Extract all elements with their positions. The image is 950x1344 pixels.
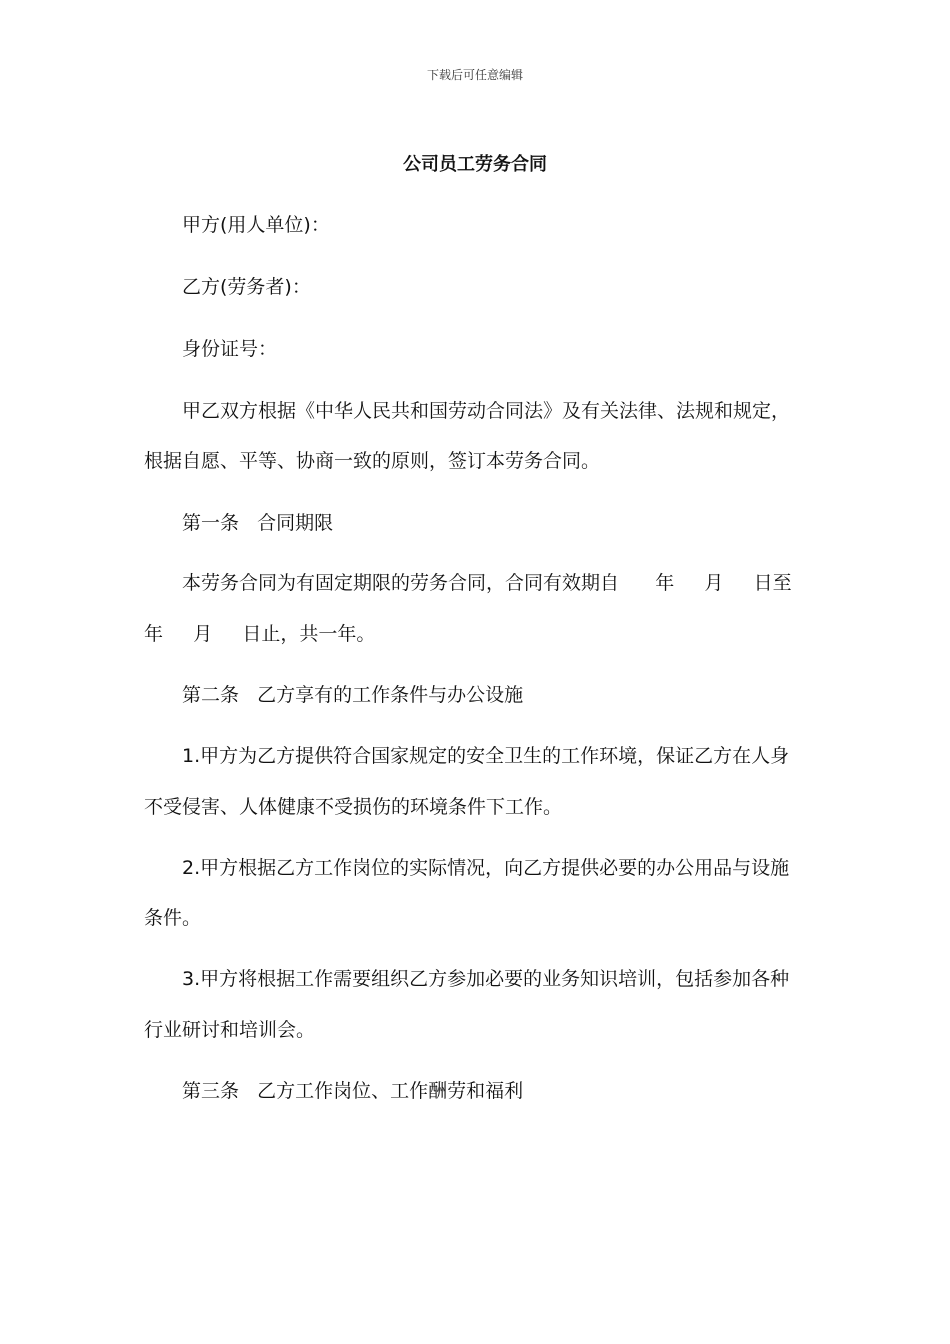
id-number-line: 身份证号： — [182, 338, 278, 360]
preamble-line-1: 甲乙双方根据《中华人民共和国劳动合同法》及有关法律、法规和规定， — [182, 400, 791, 422]
document-title: 公司员工劳务合同 — [403, 154, 547, 175]
clause-1-line-1: 1.甲方为乙方提供符合国家规定的安全卫生的工作环境，保证乙方在人身 — [182, 745, 790, 767]
article-3-heading: 第三条 乙方工作岗位、工作酬劳和福利 — [182, 1080, 524, 1102]
clause-2-line-1: 2.甲方根据乙方工作岗位的实际情况，向乙方提供必要的办公用品与设施 — [182, 857, 790, 879]
article-1-text-line-1: 本劳务合同为有固定期限的劳务合同，合同有效期自 年 月 日至 — [182, 572, 792, 594]
header-note: 下载后可任意编辑 — [426, 68, 523, 82]
article-2-heading: 第二条 乙方享有的工作条件与办公设施 — [182, 684, 524, 706]
clause-1-line-2: 不受侵害、人体健康不受损伤的环境条件下工作。 — [144, 796, 563, 818]
clause-2-line-2: 条件。 — [144, 907, 202, 929]
preamble-line-2: 根据自愿、平等、协商一致的原则，签订本劳务合同。 — [144, 450, 601, 472]
party-b-line: 乙方(劳务者)： — [182, 276, 311, 298]
clause-3-line-2: 行业研讨和培训会。 — [144, 1019, 316, 1041]
clause-3-line-1: 3.甲方将根据工作需要组织乙方参加必要的业务知识培训，包括参加各种 — [182, 968, 790, 990]
party-a-line: 甲方(用人单位)： — [182, 214, 330, 236]
article-1-text-line-2: 年 月 日止，共一年。 — [144, 623, 376, 645]
article-1-heading: 第一条 合同期限 — [182, 512, 334, 534]
